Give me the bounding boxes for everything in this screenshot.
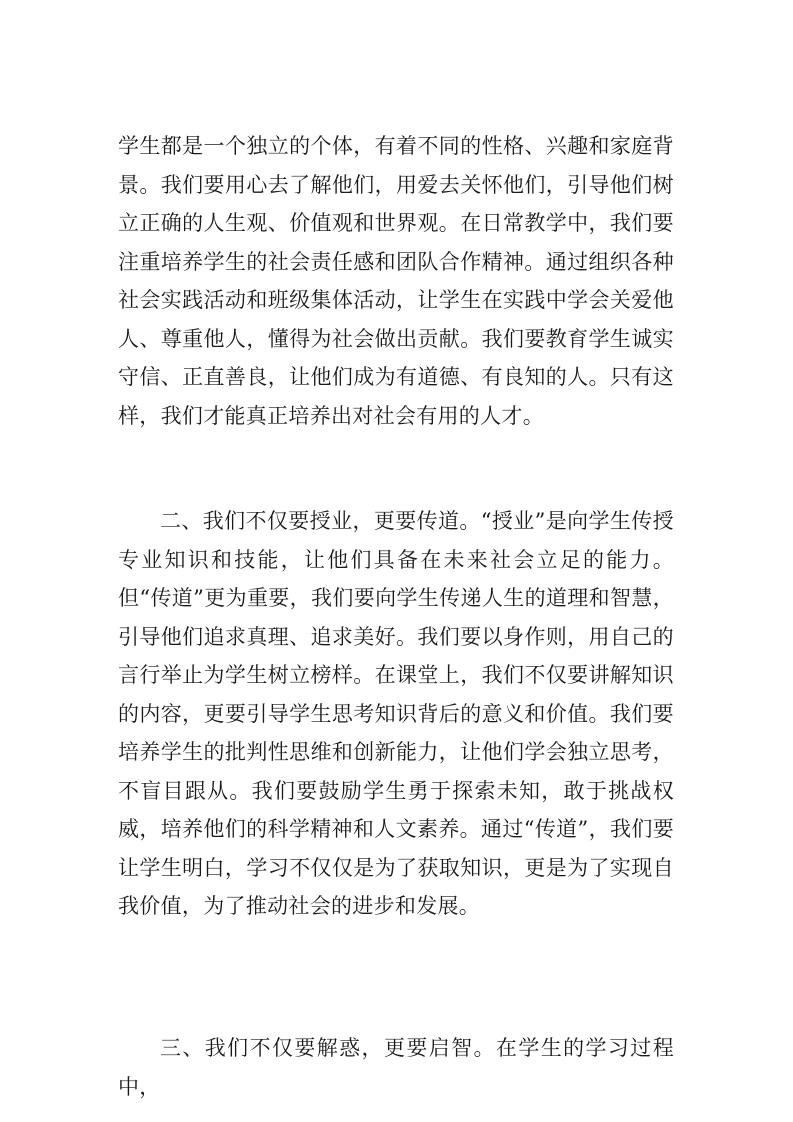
- paragraph-continuation: 学生都是一个独立的个体，有着不同的性格、兴趣和家庭背景。我们要用心去了解他们，用爱去关怀他们，引导他们树立正确的人生观、价值观和世界观。在日常教学中，我们要注重培养学生的社会责任感和团队合作精神。通过组织各种社会实践活动和班级集体活动，让学生在实践中学会关爱他人、尊重他人，懂得为社会做出贡献。我们要教育学生诚实守信、正直善良，让他们成为有道德、有良知的人。只有这样，我们才能真正培养出对社会有用的人才。: [118, 134, 674, 428]
- paragraph-section-three: 三、我们不仅要解惑，更要启智。在学生的学习过程中，: [118, 1036, 674, 1099]
- paragraph-section-two: 二、我们不仅要授业，更要传道。“授业”是向学生传授专业知识和技能，让他们具备在未来社会立足的能力。但“传道”更为重要，我们要向学生传递人生的道理和智慧，引导他们追求真理、追求美好。我们要以身作则，用自己的言行举止为学生树立榜样。在课堂上，我们不仅要讲解知识的内容，更要引导学生思考知识背后的意义和价值。我们要培养学生的批判性思维和创新能力，让他们学会独立思考，不盲目跟从。我们要鼓励学生勇于探索未知，敢于挑战权威，培养他们的科学精神和人文素养。通过“传道”，我们要让学生明白，学习不仅仅是为了获取知识，更是为了实现自我价值，为了推动社会的进步和发展。: [118, 509, 674, 918]
